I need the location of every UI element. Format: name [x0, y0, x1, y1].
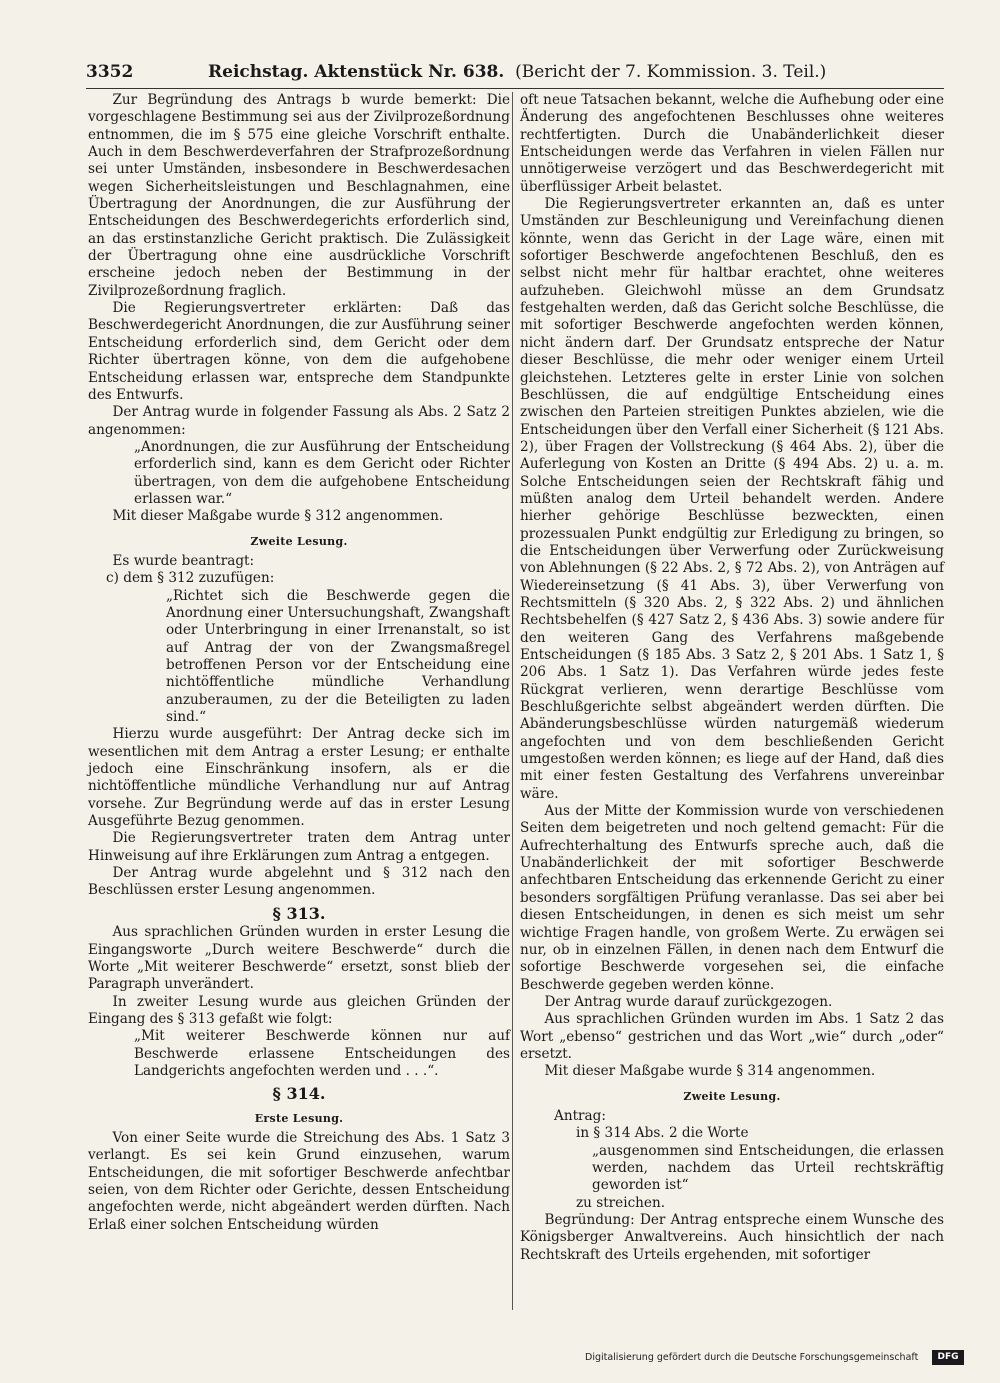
- right-column: [520, 92, 944, 1264]
- paragraph: Der Antrag wurde darauf zurückgezogen.: [544, 993, 833, 1010]
- left-column: [88, 92, 510, 1234]
- paragraph: Zur Begründung des Antrags b wurde bemerkt: Die vorgeschlagene Bestimmung sei aus der Zivilprozeßordnung entnommen, die im § 575 eine gleiche Vorschrift enthalte. Auch in dem Beschwerdeverfahren der Strafprozeßordnung sei unter Umständen, insbesondere in Beschwerdesachen wegen Sicherheitsleistungen und Beschlagnahmen, eine Übertragung der Anordnungen, die zur Ausführung der Entscheidungen des Beschwerdegerichts erforderlich sind, an das erstinstanzliche Gericht praktisch. Die Zulässigkeit der Übertragung ohne eine ausdrückliche Vorschrift erscheine jedoch neben der Bestimmung in der Zivilprozeßordnung fraglich.: [88, 92, 510, 299]
- paragraph: Von einer Seite wurde die Streichung des Abs. 1 Satz 3 verlangt. Es sei kein Grund einzusehen, warum Entscheidungen, die mit sofortiger Beschwerde anfechtbar seien, von dem Richter oder Gerichte, dessen Entscheidung angefochten werde, nicht abgeändert werden dürften. Nach Erlaß einer solchen Entscheidung würden: [88, 1129, 510, 1233]
- paragraph: Der Antrag wurde in folgender Fassung als Abs. 2 Satz 2 angenommen:: [88, 404, 510, 438]
- subheading-zweite-lesung: Zweite Lesung.: [250, 534, 348, 548]
- paragraph: Begründung: Der Antrag entspreche einem Wunsche des Königsberger Anwaltvereins. Auch hinsichtlich der nach Rechtskraft des Urteils ergehenden, mit sofortiger: [520, 1212, 944, 1263]
- subheading-erste-lesung: Erste Lesung.: [254, 1111, 344, 1125]
- paragraph: Die Regierungsvertreter traten dem Antrag unter Hinweisung auf ihre Erklärungen zum Antrag a entgegen.: [88, 830, 510, 864]
- running-title-sub: (Bericht der 7. Kommission. 3. Teil.): [515, 62, 827, 82]
- paragraph: Antrag:: [554, 1107, 606, 1124]
- paragraph: Der Antrag wurde abgelehnt und § 312 nach den Beschlüssen erster Lesung angenommen.: [88, 865, 510, 899]
- paragraph: Die Regierungsvertreter erkannten an, daß es unter Umständen zur Beschleunigung und Vereinfachung dienen könnte, wenn das Gericht in der Lage wäre, einen mit sofortiger Beschwerde angefochtenen Beschluß, den es selbst nicht mehr für haltbar erachtet, ohne weiteres aufzuheben. Gleichwohl müsse an dem Grundsatz festgehalten werden, daß das Gericht solche Beschlüsse, die mit sofortiger Beschwerde angefochten werden können, nicht ändern darf. Der Grundsatz entspreche der Natur dieser Beschlüsse, die mehr oder weniger einem Urteil gleichstehen. Letzteres gelte in erster Linie von solchen Beschlüssen, die auf endgültige Entscheidung eines zwischen den Parteien streitigen Punktes abzielen, wie die Entscheidungen über den Verfall einer Sicherheit (§ 121 Abs. 2), über Fragen der Vollstreckung (§ 464 Abs. 2), über die Auferlegung von Kosten an Dritte (§ 494 Abs. 2) u. a. m. Solche Entscheidungen seien der Rechtskraft fähig und müßten analog dem Urteil behandelt werden. Andere hierher gehörige Beschlüsse bezweckten, einen prozessualen Punkt endgültig zur Erledigung zu bringen, so die Entscheidungen über Verwerfung oder Zurückweisung von Ablehnungen (§ 22 Abs. 2, § 72 Abs. 2), von Anträgen auf Wiedereinsetzung (§ 41 Abs. 3), über Verwerfung von Rechtsmitteln (§ 320 Abs. 2, § 322 Abs. 2) und ähnlichen Rechtsbehelfen (§ 427 Satz 2, § 436 Abs. 3) sowie andere für den weiteren Gang des Verfahrens maßgebende Entscheidungen (§ 185 Abs. 3 Satz 2, § 201 Abs. 1 Satz 1, § 206 Abs. 1 Satz 1). Das Verfahren würde jedes feste Rückgrat verlieren, wenn derartige Beschlüsse vom Beschlußgerichte selbst abgeändert werden dürften. Die Abänderungsbeschlüsse würden naturgemäß wiederum angefochten und von dem beschließenden Gericht umgestoßen werden können; es liege auf der Hand, daß dies mit einer festen Gestaltung des Verfahrens unvereinbar wäre.: [520, 196, 944, 802]
- digitization-credit: [585, 1350, 965, 1366]
- list-item: zu streichen.: [576, 1194, 666, 1211]
- dfg-logo: DFG: [932, 1350, 964, 1365]
- quotation: „Anordnungen, die zur Ausführung der Entscheidung erforderlich sind, kann es dem Gericht oder Richter übertragen, von dem die aufgehobene Entscheidung erlassen war.“: [134, 438, 510, 507]
- paragraph: Mit dieser Maßgabe wurde § 314 angenommen.: [544, 1063, 876, 1080]
- paragraph: Aus der Mitte der Kommission wurde von verschiedenen Seiten dem beigetreten und noch geltend gemacht: Für die Aufrechterhaltung des Entwurfs spreche auch, daß die Unabänderlichkeit der mit sofortiger Beschwerde anfechtbaren Entscheidung das erkennende Gericht zu einer besonders sorgfältigen Prüfung veranlasse. Das sei aber bei diesen Entscheidungen, in denen es sich meist um sehr wichtige Fragen handle, von großem Werte. Zu erwägen sei nur, ob in einzelnen Fällen, in denen nach dem Entwurf die sofortige Beschwerde vorgesehen sei, die einfache Beschwerde gegeben werden könne.: [520, 803, 944, 993]
- subheading-zweite-lesung: Zweite Lesung.: [683, 1089, 781, 1103]
- column-divider: [512, 92, 513, 1310]
- paragraph: Aus sprachlichen Gründen wurden in erster Lesung die Eingangsworte „Durch weitere Beschwerde“ durch die Worte „Mit weiterer Beschwerde“ ersetzt, sonst blieb der Paragraph unverändert.: [88, 924, 510, 993]
- quotation: „Mit weiterer Beschwerde können nur auf Beschwerde erlassene Entscheidungen des Landgerichts angefochten werden und . . .“.: [134, 1028, 510, 1079]
- paragraph: In zweiter Lesung wurde aus gleichen Gründen der Eingang des § 313 gefaßt wie folgt:: [88, 993, 510, 1027]
- page-header: [86, 62, 946, 86]
- section-heading-314: § 314.: [272, 1084, 326, 1104]
- page-number: 3352: [86, 62, 134, 82]
- section-heading-313: § 313.: [272, 903, 326, 923]
- paragraph: oft neue Tatsachen bekannt, welche die Aufhebung oder eine Änderung des angefochtenen Beschlusses ohne weiteres rechtfertigten. Durch die Unabänderlichkeit dieser Entscheidungen werde das Verfahren in vielen Fällen nur unnötigerweise verzögert und das Beschwerdegericht mit überflüssiger Arbeit belastet.: [520, 92, 944, 195]
- paragraph: Hierzu wurde ausgeführt: Der Antrag decke sich im wesentlichen mit dem Antrag a erster Lesung; er enthalte jedoch eine Einschränkung insofern, als er die nichtöffentliche mündliche Verhandlung nur auf Antrag vorsehe. Zur Begründung werde auf das in erster Lesung Ausgeführte Bezug genommen.: [88, 726, 510, 830]
- list-item: in § 314 Abs. 2 die Worte: [576, 1125, 749, 1142]
- paragraph: Es wurde beantragt:: [112, 552, 255, 569]
- paragraph: Mit dieser Maßgabe wurde § 312 angenommen.: [112, 508, 444, 525]
- credit-text: Digitalisierung gefördert durch die Deutsche Forschungsgemeinschaft: [585, 1352, 919, 1363]
- running-title-main: Reichstag. Aktenstück Nr. 638.: [208, 62, 505, 82]
- running-title: [208, 62, 826, 82]
- header-rule: [86, 88, 944, 89]
- paragraph: Aus sprachlichen Gründen wurden im Abs. 1 Satz 2 das Wort „ebenso“ gestrichen und das Wort „wie“ durch „oder“ ersetzt.: [520, 1011, 944, 1062]
- paragraph: Die Regierungsvertreter erklärten: Daß das Beschwerdegericht Anordnungen, die zur Ausführung seiner Entscheidung erforderlich sind, dem Gericht oder dem Richter übertragen könne, von dem die aufgehobene Entscheidung erlassen war, entspreche dem Standpunkte des Entwurfs.: [88, 300, 510, 403]
- quotation: „ausgenommen sind Entscheidungen, die erlassen werden, nachdem das Urteil rechtskräftig geworden ist“: [592, 1142, 944, 1194]
- quotation: „Richtet sich die Beschwerde gegen die Anordnung einer Untersuchungshaft, Zwangshaft oder Unterbringung in einer Irrenanstalt, so ist auf Antrag der von der Zwangsmaßregel betroffenen Person vor der Entscheidung eine nichtöffentliche mündliche Verhandlung anzuberaumen, zu der die Beteiligten zu laden sind.“: [166, 587, 510, 726]
- list-item: c) dem § 312 zuzufügen:: [106, 570, 275, 587]
